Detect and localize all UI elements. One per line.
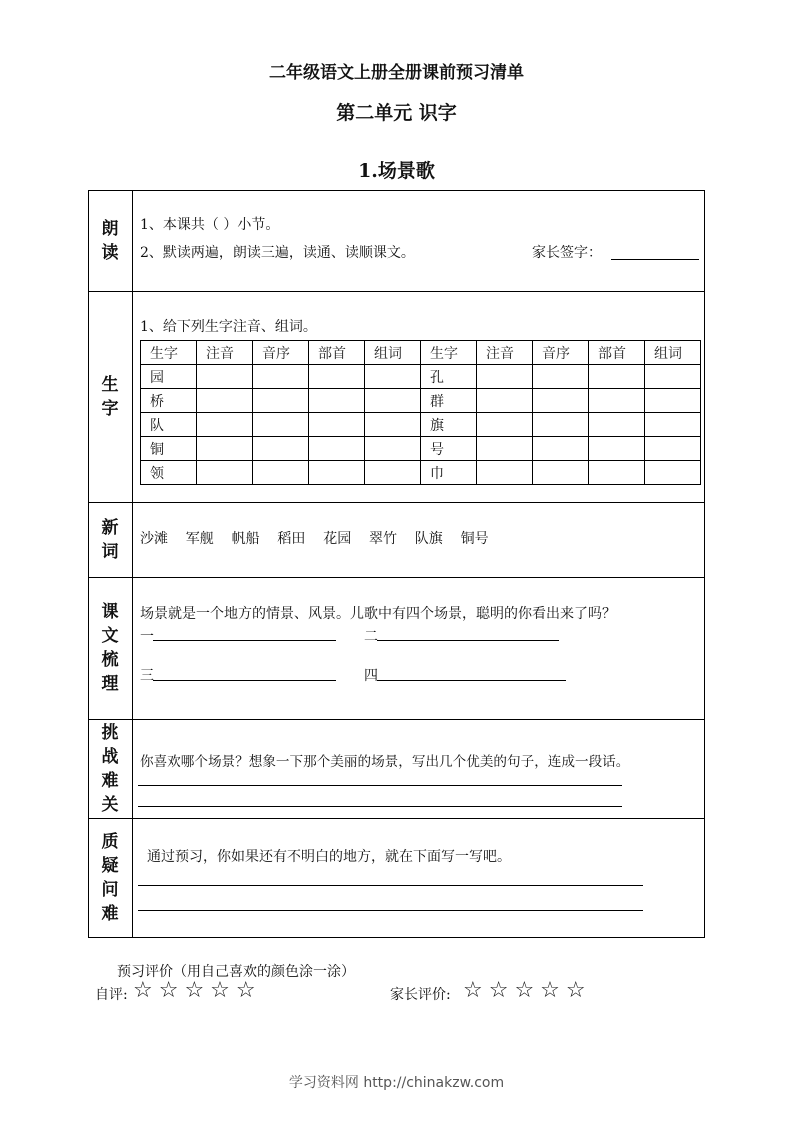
character-cell: 桥 (141, 389, 197, 413)
section-label-zhiyi: 质 疑 问 难 (101, 832, 119, 924)
answer-cell[interactable] (197, 365, 253, 389)
table-row (141, 413, 701, 437)
shengzi-instruction: 1、给下列生字注音、组词。 (140, 319, 317, 335)
answer-cell[interactable] (365, 461, 421, 485)
tiaozhan-prompt: 你喜欢哪个场景？想象一下那个美丽的场景，写出几个优美的句子，连成一段话。 (140, 754, 630, 770)
section-label-xinci: 新 词 (101, 517, 119, 562)
column-header: 组词 (645, 341, 701, 365)
answer-line[interactable] (153, 680, 336, 681)
column-header: 注音 (197, 341, 253, 365)
answer-line[interactable] (138, 885, 643, 886)
unit-title: 第二单元 识字 (336, 102, 457, 124)
kewen-question: 场景就是一个地方的情景、风景。儿歌中有四个场景，聪明的你看出来了吗？ (140, 606, 616, 622)
answer-cell[interactable] (589, 413, 645, 437)
answer-cell[interactable] (477, 365, 533, 389)
answer-line[interactable] (153, 640, 336, 641)
answer-line[interactable] (377, 680, 566, 681)
answer-cell[interactable] (365, 437, 421, 461)
character-cell: 旗 (421, 413, 477, 437)
answer-cell[interactable] (645, 437, 701, 461)
label-column-divider (132, 190, 133, 938)
answer-cell[interactable] (197, 413, 253, 437)
answer-cell[interactable] (197, 461, 253, 485)
answer-cell[interactable] (589, 365, 645, 389)
answer-cell[interactable] (309, 365, 365, 389)
column-header: 组词 (365, 341, 421, 365)
answer-cell[interactable] (533, 461, 589, 485)
zhiyi-prompt: 通过预习，你如果还有不明白的地方，就在下面写一写吧。 (147, 849, 511, 865)
answer-cell[interactable] (645, 413, 701, 437)
answer-cell[interactable] (533, 413, 589, 437)
table-row (141, 365, 701, 389)
answer-cell[interactable] (309, 413, 365, 437)
answer-line[interactable] (138, 910, 643, 911)
table-header-row (141, 341, 701, 365)
row-divider (88, 818, 705, 819)
document-title: 二年级语文上册全册课前预习清单 (269, 63, 524, 83)
answer-cell[interactable] (477, 437, 533, 461)
answer-cell[interactable] (645, 389, 701, 413)
self-eval-stars[interactable]: ☆☆☆☆☆ (133, 978, 262, 1003)
column-header: 部首 (589, 341, 645, 365)
column-header: 生字 (421, 341, 477, 365)
lesson-title: 1.场景歌 (358, 160, 435, 182)
blank-label: 四 (364, 668, 378, 684)
character-cell: 号 (421, 437, 477, 461)
section-label-tiaozhan: 挑 战 难 关 (101, 722, 119, 815)
answer-cell[interactable] (533, 437, 589, 461)
column-header: 音序 (533, 341, 589, 365)
langdu-item-2: 2、默读两遍，朗读三遍，读通、读顺课文。 (140, 245, 415, 261)
parent-sign-label: 家长签字： (532, 245, 602, 261)
table-row (141, 461, 701, 485)
answer-cell[interactable] (365, 389, 421, 413)
answer-cell[interactable] (365, 413, 421, 437)
answer-cell[interactable] (253, 461, 309, 485)
answer-cell[interactable] (533, 365, 589, 389)
parent-eval-label: 家长评价: (390, 987, 451, 1003)
character-cell: 孔 (421, 365, 477, 389)
section-label-shengzi: 生 字 (101, 374, 119, 419)
answer-line[interactable] (138, 785, 622, 786)
answer-cell[interactable] (589, 461, 645, 485)
answer-cell[interactable] (253, 389, 309, 413)
langdu-item-1: 1、本课共（ ）小节。 (140, 217, 280, 233)
answer-cell[interactable] (477, 413, 533, 437)
table-row (141, 389, 701, 413)
answer-cell[interactable] (253, 365, 309, 389)
answer-cell[interactable] (197, 389, 253, 413)
footer-watermark: 学习资料网 http://chinakzw.com (288, 1075, 505, 1091)
row-divider (88, 502, 705, 503)
answer-line[interactable] (377, 640, 559, 641)
answer-cell[interactable] (365, 365, 421, 389)
answer-cell[interactable] (309, 437, 365, 461)
answer-cell[interactable] (253, 437, 309, 461)
shengzi-table (140, 340, 701, 485)
self-eval-label: 自评: (95, 987, 128, 1003)
answer-cell[interactable] (253, 413, 309, 437)
blank-label: 一 (140, 629, 154, 645)
table-row (141, 437, 701, 461)
parent-sign-field[interactable] (611, 259, 699, 260)
blank-label: 二 (364, 629, 378, 645)
answer-line[interactable] (138, 806, 622, 807)
answer-cell[interactable] (589, 437, 645, 461)
answer-cell[interactable] (477, 461, 533, 485)
answer-cell[interactable] (533, 389, 589, 413)
row-divider (88, 577, 705, 578)
new-words: 沙滩 军舰 帆船 稻田 花园 翠竹 队旗 铜号 (140, 531, 489, 547)
answer-cell[interactable] (589, 389, 645, 413)
section-label-langdu: 朗 读 (101, 218, 119, 263)
character-cell: 铜 (141, 437, 197, 461)
blank-label: 三 (140, 668, 154, 684)
character-cell: 园 (141, 365, 197, 389)
row-divider (88, 719, 705, 720)
character-cell: 巾 (421, 461, 477, 485)
parent-eval-stars[interactable]: ☆☆☆☆☆ (463, 978, 592, 1003)
column-header: 注音 (477, 341, 533, 365)
answer-cell[interactable] (309, 461, 365, 485)
answer-cell[interactable] (309, 389, 365, 413)
section-label-kewen: 课 文 梳 理 (101, 602, 119, 694)
worksheet-frame (88, 190, 705, 938)
character-cell: 群 (421, 389, 477, 413)
character-cell: 队 (141, 413, 197, 437)
answer-cell[interactable] (645, 365, 701, 389)
answer-cell[interactable] (477, 389, 533, 413)
column-header: 部首 (309, 341, 365, 365)
column-header: 音序 (253, 341, 309, 365)
row-divider (88, 291, 705, 292)
evaluation-heading: 预习评价（用自己喜欢的颜色涂一涂） (117, 964, 355, 980)
answer-cell[interactable] (197, 437, 253, 461)
answer-cell[interactable] (645, 461, 701, 485)
column-header: 生字 (141, 341, 197, 365)
character-cell: 领 (141, 461, 197, 485)
